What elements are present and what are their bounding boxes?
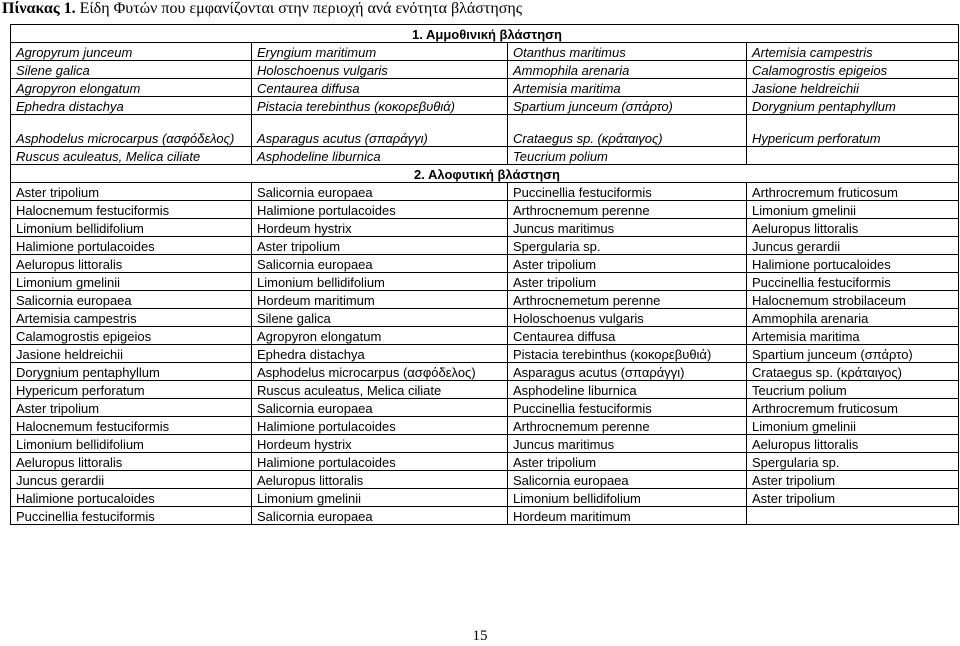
table-cell: Limonium bellidifolium [508,489,747,507]
section1-title: 1. Αμμοθινική βλάστηση [11,25,959,43]
table-cell: Calamogrostis epigeios [747,61,959,79]
table-cell: Dorygnium pentaphyllum [11,363,252,381]
table-row [11,273,959,291]
table-cell: Aster tripolium [508,273,747,291]
table-row [11,417,959,435]
table-cell: Asphodeline liburnica [508,381,747,399]
table-cell: Halimione portulacoides [11,237,252,255]
table-row [11,363,959,381]
table-cell: Aeluropus littoralis [747,219,959,237]
table-cell: Puccinellia festuciformis [508,399,747,417]
table-cell: Halocnemum festuciformis [11,417,252,435]
table-cell: Puccinellia festuciformis [508,183,747,201]
table-cell: Limonium gmelinii [747,201,959,219]
table-cell: Holoschoenus vulgaris [252,61,508,79]
table-row [11,43,959,61]
section2-title: 2. Αλοφυτική βλάστηση [11,165,959,183]
table-cell: Salicornia europaea [252,399,508,417]
table-row [11,61,959,79]
table-cell: Jasione heldreichii [11,345,252,363]
table-cell: Centaurea diffusa [252,79,508,97]
table-cell: Salicornia europaea [252,507,508,525]
table-cell: Aeluropus littoralis [252,471,508,489]
table-row [11,219,959,237]
table-cell: Agropyron elongatum [252,327,508,345]
table-cell: Ephedra distachya [252,345,508,363]
table-cell: Spartium junceum (σπάρτο) [508,97,747,115]
table-cell: Limonium bellidifolium [252,273,508,291]
table-cell: Artemisia maritima [747,327,959,345]
table-cell: Asparagus acutus (σπαράγγι) [252,115,508,147]
table-cell: Salicornia europaea [252,255,508,273]
section-header-row [11,25,959,43]
table-cell: Pistacia terebinthus (κοκορεβυθιά) [252,97,508,115]
table-cell: Holoschoenus vulgaris [508,309,747,327]
table-cell: Ephedra distachya [11,97,252,115]
table-cell: Hypericum perforatum [747,115,959,147]
table-cell: Ruscus aculeatus, Melica ciliate [11,147,252,165]
table-cell: Salicornia europaea [252,183,508,201]
table-cell: Juncus maritimus [508,219,747,237]
table-row [11,201,959,219]
table-cell: Juncus gerardii [747,237,959,255]
table-cell [747,507,959,525]
table-cell: Salicornia europaea [11,291,252,309]
table-row [11,147,959,165]
table-cell: Aster tripolium [508,255,747,273]
table-cell: Arthrocnemum perenne [508,417,747,435]
table-cell: Spartium junceum (σπάρτο) [747,345,959,363]
table-cell: Pistacia terebinthus (κοκορεβυθιά) [508,345,747,363]
table-row [11,399,959,417]
table-cell: Halimione portulacoides [252,201,508,219]
table-cell [747,147,959,165]
table-row [11,237,959,255]
table-cell: Salicornia europaea [508,471,747,489]
table-cell: Limonium gmelinii [252,489,508,507]
table-row [11,453,959,471]
section-header-row [11,165,959,183]
table-row [11,381,959,399]
caption-text: Είδη Φυτών που εμφανίζονται στην περιοχή ανά ενότητα βλάστησης [79,0,523,17]
table-cell: Agropyron elongatum [11,79,252,97]
table-cell: Juncus maritimus [508,435,747,453]
table-cell: Calamogrostis epigeios [11,327,252,345]
table-cell: Asparagus acutus (σπαράγγι) [508,363,747,381]
table-cell: Hypericum perforatum [11,381,252,399]
table-cell: Aster tripolium [747,471,959,489]
table-cell: Halimione portucaloides [747,255,959,273]
table-row [11,327,959,345]
table-cell: Hordeum hystrix [252,219,508,237]
table-row [11,489,959,507]
table-cell: Aster tripolium [11,183,252,201]
table-cell: Asphodelus microcarpus (ασφόδελος) [252,363,508,381]
table-cell: Agropyrum junceum [11,43,252,61]
table-row [11,97,959,115]
table-cell: Silene galica [11,61,252,79]
table-cell: Aeluropus littoralis [11,255,252,273]
species-table [10,24,959,525]
table-cell: Teucrium polium [747,381,959,399]
table-cell: Otanthus maritimus [508,43,747,61]
table-cell: Asphodeline liburnica [252,147,508,165]
table-cell: Spergularia sp. [747,453,959,471]
table-cell: Silene galica [252,309,508,327]
table-cell: Ruscus aculeatus, Melica ciliate [252,381,508,399]
table-cell: Puccinellia festuciformis [11,507,252,525]
table-row [11,507,959,525]
table-cell: Aster tripolium [11,399,252,417]
table-cell: Ammophila arenaria [747,309,959,327]
table-cell: Eryngium maritimum [252,43,508,61]
table-caption [2,0,522,18]
table-row [11,471,959,489]
table-cell: Dorygnium pentaphyllum [747,97,959,115]
table-row [11,435,959,453]
table-cell: Halocnemum strobilaceum [747,291,959,309]
table-cell: Asphodelus microcarpus (ασφόδελος) [11,115,252,147]
table-cell: Limonium gmelinii [747,417,959,435]
table-cell: Halocnemum festuciformis [11,201,252,219]
table-cell: Aeluropus littoralis [11,453,252,471]
table-cell: Aeluropus littoralis [747,435,959,453]
table-cell: Jasione heldreichii [747,79,959,97]
table-row [11,183,959,201]
table-row [11,255,959,273]
table-row [11,115,959,147]
table-cell: Crataegus sp. (κράταιγος) [747,363,959,381]
caption-label: Πίνακας 1. [2,0,76,17]
table-cell: Limonium gmelinii [11,273,252,291]
table-row [11,291,959,309]
table-cell: Artemisia campestris [747,43,959,61]
table-cell: Arthrocremum fruticosum [747,399,959,417]
table-cell: Centaurea diffusa [508,327,747,345]
table-cell: Teucrium polium [508,147,747,165]
table-cell: Spergularia sp. [508,237,747,255]
table-cell: Artemisia maritima [508,79,747,97]
table-cell: Halimione portulacoides [252,453,508,471]
table-cell: Aster tripolium [508,453,747,471]
table-cell: Hordeum maritimum [252,291,508,309]
table-cell: Arthrocnemetum perenne [508,291,747,309]
table-cell: Ammophila arenaria [508,61,747,79]
table-cell: Crataegus sp. (κράταιγος) [508,115,747,147]
table-cell: Halimione portulacoides [252,417,508,435]
table-row [11,345,959,363]
table-cell: Aster tripolium [747,489,959,507]
table-cell: Artemisia campestris [11,309,252,327]
table-cell: Arthrocnemum perenne [508,201,747,219]
table-row [11,309,959,327]
table-cell: Limonium bellidifolium [11,435,252,453]
table-cell: Aster tripolium [252,237,508,255]
table-cell: Limonium bellidifolium [11,219,252,237]
table-cell: Arthrocremum fruticosum [747,183,959,201]
species-table-body [11,25,959,525]
table-row [11,79,959,97]
table-cell: Halimione portucaloides [11,489,252,507]
table-cell: Hordeum maritimum [508,507,747,525]
page-number: 15 [472,628,488,644]
table-cell: Juncus gerardii [11,471,252,489]
table-cell: Puccinellia festuciformis [747,273,959,291]
table-cell: Hordeum hystrix [252,435,508,453]
